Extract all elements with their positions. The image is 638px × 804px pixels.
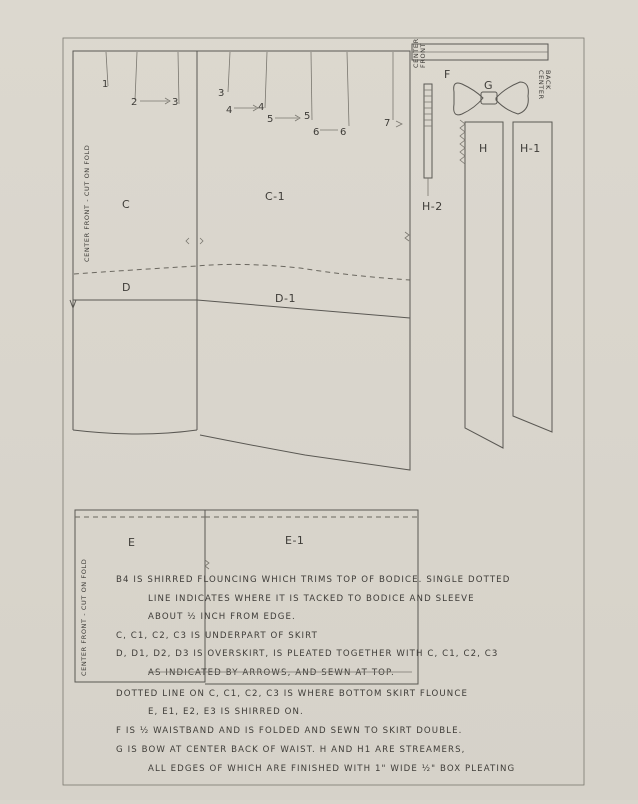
pleat-mark-4b: 4 [258,102,265,113]
note-line-7: DOTTED LINE ON C, C1, C2, C3 IS WHERE BOTTOM SKIRT FLOUNCE [116,689,468,699]
note-line-8: E, E1, E2, E3 IS SHIRRED ON. [148,707,304,717]
piece-f-label: F [444,68,451,81]
center-front-fold-label: CENTER FRONT - CUT ON FOLD [83,144,91,262]
piece-d-label: D [122,281,131,294]
pleat-mark-6b: 6 [340,127,347,138]
instruction-notes [116,575,515,774]
note-line-2: LINE INDICATES WHERE IT IS TACKED TO BODICE AND SLEEVE [148,594,475,604]
piece-c1-label: C-1 [265,190,286,203]
waistband-center-back-2: BACK [544,70,552,90]
pleat-mark-7: 7 [384,118,391,129]
note-line-1: B4 IS SHIRRED FLOUNCING WHICH TRIMS TOP OF BODICE. SINGLE DOTTED [116,575,511,585]
pleat-mark-1: 1 [102,79,109,90]
note-line-6: AS INDICATED BY ARROWS, AND SEWN AT TOP. [148,668,395,678]
note-line-4: C, C1, C2, C3 IS UNDERPART OF SKIRT [116,631,318,641]
waistband-center-front-1: CENTER [412,38,420,68]
piece-e1-label: E-1 [285,534,305,547]
piece-e-label: E [128,536,136,549]
pleat-mark-4a: 4 [226,105,233,116]
piece-c [70,51,197,434]
pleat-mark-5b: 5 [304,111,311,122]
note-line-3: ABOUT ½ INCH FROM EDGE. [148,612,296,622]
piece-g-label: G [484,79,494,92]
note-line-11: ALL EDGES OF WHICH ARE FINISHED WITH 1" WIDE ½" BOX PLEATING [148,764,516,774]
piece-g-bow [454,79,529,115]
flounce-dotted-line [74,264,410,280]
pleat-mark-3a: 3 [172,97,179,108]
piece-h1-label: H-1 [520,142,541,155]
pleat-mark-3b: 3 [218,88,225,99]
piece-h2-label: H-2 [422,200,443,213]
note-line-10: G IS BOW AT CENTER BACK OF WAIST. H AND H1 ARE STREAMERS, [116,745,466,755]
piece-h-label: H [479,142,488,155]
pleat-mark-6a: 6 [313,127,320,138]
piece-h-streamer [460,120,503,448]
pleat-mark-5a: 5 [267,114,274,125]
waistband-center-back-1: CENTER [537,70,545,100]
note-line-9: F IS ½ WAISTBAND AND IS FOLDED AND SEWN TO SKIRT DOUBLE. [116,726,463,736]
pleat-mark-2: 2 [131,97,138,108]
piece-f-waistband [412,38,552,99]
piece-c1 [186,51,410,470]
piece-d1-label: D-1 [275,292,296,305]
piece-h2 [422,84,443,213]
center-front-fold-label-e: CENTER FRONT - CUT ON FOLD [80,558,88,676]
piece-c-label: C [122,198,131,211]
waistband-center-front-2: FRONT [419,42,427,68]
piece-h1-streamer [513,122,552,432]
note-line-5: D, D1, D2, D3 IS OVERSKIRT, IS PLEATED TOGETHER WITH C, C1, C2, C3 [116,649,499,659]
